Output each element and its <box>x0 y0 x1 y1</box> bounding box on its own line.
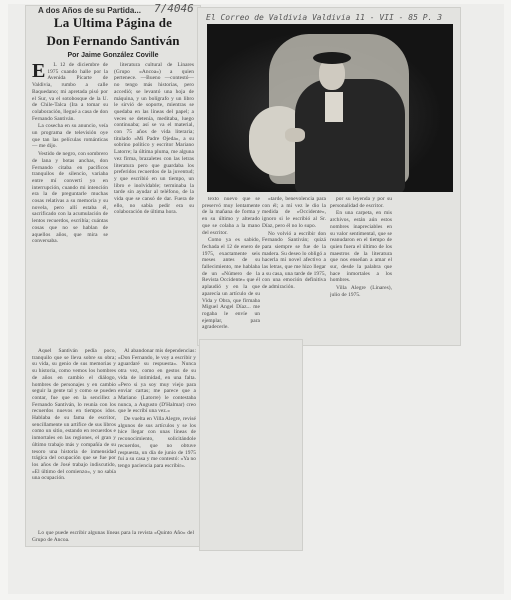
paragraph: Lo que puede escribir algunas líneas para la revista «Quinto Año» del Grupo de Ancoa. <box>32 530 194 543</box>
figure-beret-shape <box>313 52 351 64</box>
paragraph: Al abandonar mis dependencias: «Don Fernando, le voy a escribir y aguardaré su respuesta». Nunca otra vez, como en gestos de su vida de intimidad, en una falta. «Pero si ya soy muy viejo para enviar cartas; me parece que a Mariano (Latorre) le contestaba nunca, a Augusto (D'Halmar) creo que le escribí una vez.» <box>118 348 196 415</box>
paragraph: En una carpeta, en mis archivos, están aún estos nombres inapreciables en su valor sentimental, que se reanudaron en el tiempo de quien fuera el último de los maestros de la literatura que nos enseñan a amar el sur, desde la palabra que hace inmortales a los hombres. <box>330 210 392 284</box>
paragraph: L 12 de diciembre de 1975 cuando halle por la Avenida Picarte de Valdivia, rumbo a calle Baquedano; mi apretada pisó por el Sur, va el sotobosque de la U. de Chile-Talca (Ira a tomar su colaboración, llegué a casa de don Fernando Santiván. <box>32 62 108 122</box>
byline: Por Jaime González Coville <box>67 52 159 59</box>
article-column-7 <box>118 348 196 538</box>
drop-cap: E <box>32 62 46 82</box>
article-column-4 <box>202 196 260 340</box>
article-column-5 <box>262 196 326 340</box>
clipping-bottom-panel <box>200 340 302 550</box>
article-column-2 <box>32 348 116 538</box>
article-column-3 <box>114 62 194 342</box>
figure-shirt-shape <box>325 92 343 122</box>
article-column-6 <box>330 196 392 340</box>
handwritten-date: 7/4046 <box>154 2 194 15</box>
figure-body-shape <box>295 79 405 192</box>
portrait-photo <box>207 24 453 192</box>
article-column-1 <box>32 62 108 344</box>
paragraph: por su leyenda y por su personalidad de escritor. <box>330 196 392 209</box>
paragraph: «tarde, benevolencia para con él; a mí vez le dio la medida de «Occidente», ignoro si le escribió al Sr. Díaz, pero él no lo supo. <box>262 196 326 229</box>
paragraph: texto nuevo que se preservó muy lentamente de la mañana de forma y en su último y alterado que se colaba a la mano del escritor. <box>202 196 260 236</box>
kicker: A dos Años de su Partida... <box>38 6 141 15</box>
figure-hand-shape <box>285 128 305 142</box>
headline-line-2: Don Fernando Santiván <box>46 33 180 48</box>
paragraph: No volvió a escribir don Fernando Santiván; quizá para siempre se fue de la madera. Su deseo lo obligó a hacerla mi novel afectivo a las letras, que me hizo llegar a su casa, una tarde de 1975, con una emoción definitiva de admiración. <box>262 230 326 291</box>
paragraph: Vestido de negro, con sombrero de lana y botas anchas, don Fernando citaba en pacíficos tranquilos de silencio, variaba entre mí convertí yo en interrupción, cuando mi intención era la de preguntarle muchas cosas relativas a su memoria y su novela, pero allí estaba él, sacrificado con la acumulación de lentos recuerdos, escribía; cuántas cosas que no se hablan de aquellos años, que mira se conversaba. <box>32 151 108 245</box>
paragraph: Villa Alegre (Linares), julio de 1975. <box>330 285 392 298</box>
headline-line-1: La Ultima Página de <box>53 15 173 30</box>
paragraph: Como ya es sabido, fechada el 12 de enero de 1975, exactamente seis meses antes de su fallecimiento, me hablaba de un «Número de la Revista Occidente» que él aplaudió y en la que aparecía un artículo de su Vida y Obra, que firmaba Miguel Angel Díaz... me rogaba le envíe un ejemplar, para agradecerle. <box>202 237 260 331</box>
paragraph: Aquel Santiván pedía poco, tranquilo que se lleva sobre su obra; su vida, su genio de sus memorias y su historia, como vemos los hombres de años en cambio el diálogo, hombres de personajes y en cambio seguir la gente tal y como se pueden contar, fue que en la sencillez a Fernando Santiván, lo reunía con los recuerdos nuevos en tiempos idos. Hablaba de su fama de escritor, sencillamente un artífice de sus libros como un sitio, estando en recuerdos e inmortales en las regiones, el gran y último trabajo más y compañía de su tesoro una historia de inmensidad trágica del ocupación que se fue por los años de José trabajo indiscutido, «El último del comienzo», y no sabía una ocupación. <box>32 348 116 482</box>
paragraph: literatura cultural de Linares (Grupo «Ancoa») a quien pertenece. —Bueno —contestó— no tengo más historias, pero accedió; se levantó una hoja de máquina, y un bolígrafo y un libro le sirvió de soporte, mientras se quedaba en las líneas del papel; a veces se detenía, meditaba, luego continuaba; así se va el material, con 75 años de vida literaria; titulado «Mi Padre Ojeda», a su sobrino político y escritor Mariano Latorre; la última pluma, me alguna vez firma, brazaletes con las letras literatura pero que guardaba los preferidos recuerdos de la juventud; y que escribió en un tiempo, un libro e inolvidable; terminaba la tarde sin ayudar al teléfono, de la vida que se cansó de dar. Fuera de ello, no sabía pedir era su colaboración de última hora. <box>114 62 194 216</box>
paragraph: De vuelta en Villa Alegre, revisé algunos de sus artículos y se los hice llegar con unas líneas de reconocimiento, solicitándole recuerdos, que no obtuve respuesta, un día de junio de 1975 fui a su casa y me contestó: «Ya no tengo paciencia para escribir». <box>118 416 196 469</box>
handwritten-source-note: El Correo de Valdivia Valdivia 11 - VII - 85 P. 3 <box>206 13 443 22</box>
article-column-8 <box>32 530 194 544</box>
paragraph: La cosecha en su anuncio, veía un programa de televisión oye que tan las películas románticas — me dijo. <box>32 123 108 150</box>
